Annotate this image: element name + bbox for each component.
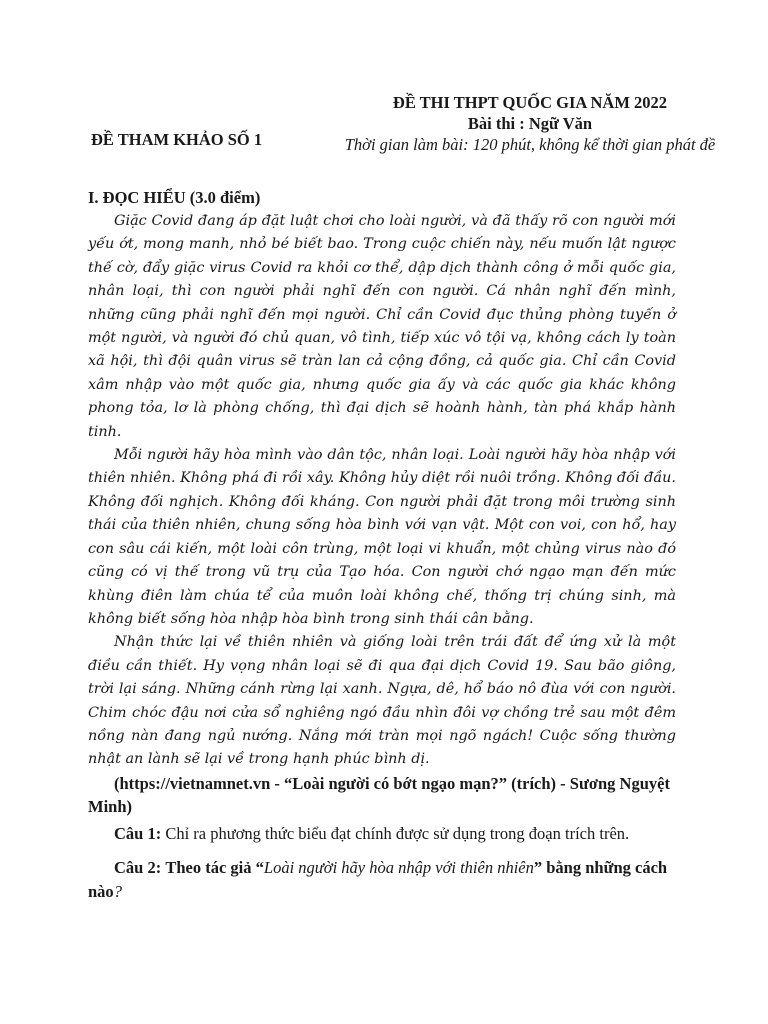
passage-paragraph: Nhận thức lại về thiên nhiên và giống loài trên trái đất để ứng xử là một điều cần thiết. Hy vọng nhân loại sẽ đi qua đại dịch Covid 19. Sau bão giông, trời lại sáng. Những cánh rừng lại xanh. Ngựa, dê, hổ báo nô đùa với con người. Chim chóc đậu nơi cửa sổ nghiêng ngó đầu nhìn đôi vợ chồng trẻ sau một đêm nồng nàn đang ngủ nướng. Nắng mới tràn mọi ngõ ngách! Cuộc sống thường nhật an lành sẽ lại về trong hạnh phúc bình dị.: [88, 634, 676, 768]
passage-paragraph: Giặc Covid đang áp đặt luật chơi cho loài người, và đã thấy rõ con người mới yếu ớt, mong manh, nhỏ bé biết bao. Trong cuộc chiến này, nếu muốn lật ngược thế cờ, đẩy giặc virus Covid ra khỏi cơ thể, dập dịch thành công ở mỗi quốc gia, nhân loại, thì con người phải nghĩ đến con người. Cá nhân nghĩ đến mình, những cũng phải nghĩ đến mọi người. Chỉ cần Covid đục thủng phòng tuyến ở một người, và người đó chủ quan, vô tình, tiếp xúc vô tội vạ, không cách ly toàn xã hội, thì đội quân virus sẽ tràn lan cả cộng đồng, cả quốc gia. Chỉ cần Covid xâm nhập vào một quốc gia, nhưng quốc gia ấy và các quốc gia khác không phong tỏa, lơ là phòng chống, thì đại dịch sẽ hoành hành, tàn phá khắp hành tinh.: [88, 213, 676, 440]
exam-body: [88, 186, 676, 904]
passage-source: (https://vietnamnet.vn - “Loài người có bớt ngạo mạn?” (trích) - Sương Nguyệt Minh): [88, 773, 670, 816]
question-2-quote: Loài người hãy hòa nhập với thiên nhiên: [263, 857, 534, 877]
exam-header: [0, 88, 768, 168]
exam-title: ĐỀ THI THPT QUỐC GIA NĂM 2022: [392, 93, 668, 112]
passage-paragraph: Mỗi người hãy hòa mình vào dân tộc, nhân loại. Loài người hãy hòa nhập với thiên nhiên. Không phá đi rồi xây. Không hủy diệt rồi nuôi trồng. Không đối đầu. Không đối nghịch. Không đối kháng. Con người phải đặt trong môi trường sinh thái của thiên nhiên, chung sống hòa bình với vạn vật. Một con voi, con hổ, hay con sâu cái kiến, một loài côn trùng, một loại vi khuẩn, một chủng virus nào đó cũng có vị thế trong vũ trụ của Tạo hóa. Con người chớ ngạo mạn đến mức khùng điên làm chúa tể của muôn loài không chế, thống trị chúng sinh, mà không biết sống hòa nhập hòa bình trong sinh thái cân bằng.: [88, 447, 676, 627]
question-2-text-before: Theo tác giả “: [165, 857, 264, 877]
exam-subject: Bài thi : Ngữ Văn: [467, 114, 593, 133]
exam-info-block: [320, 92, 740, 156]
question-1-text: Chỉ ra phương thức biểu đạt chính được sử dụng trong đoạn trích trên.: [165, 823, 630, 843]
exam-time-note: Thời gian làm bài: 120 phút, không kể thời gian phát đề: [344, 135, 716, 154]
question-1-label: Câu 1:: [114, 823, 162, 843]
question-2-label: Câu 2:: [114, 857, 162, 877]
section-heading: I. ĐỌC HIỂU (3.0 điểm): [88, 188, 261, 207]
reference-exam-title: ĐỀ THAM KHẢO SỐ 1: [91, 130, 263, 149]
question-2-end-mark: ?: [113, 881, 122, 901]
question-2-text-after: ” bằng những cách nào: [88, 857, 668, 901]
question-1: [88, 822, 676, 846]
question-2: [88, 856, 676, 904]
